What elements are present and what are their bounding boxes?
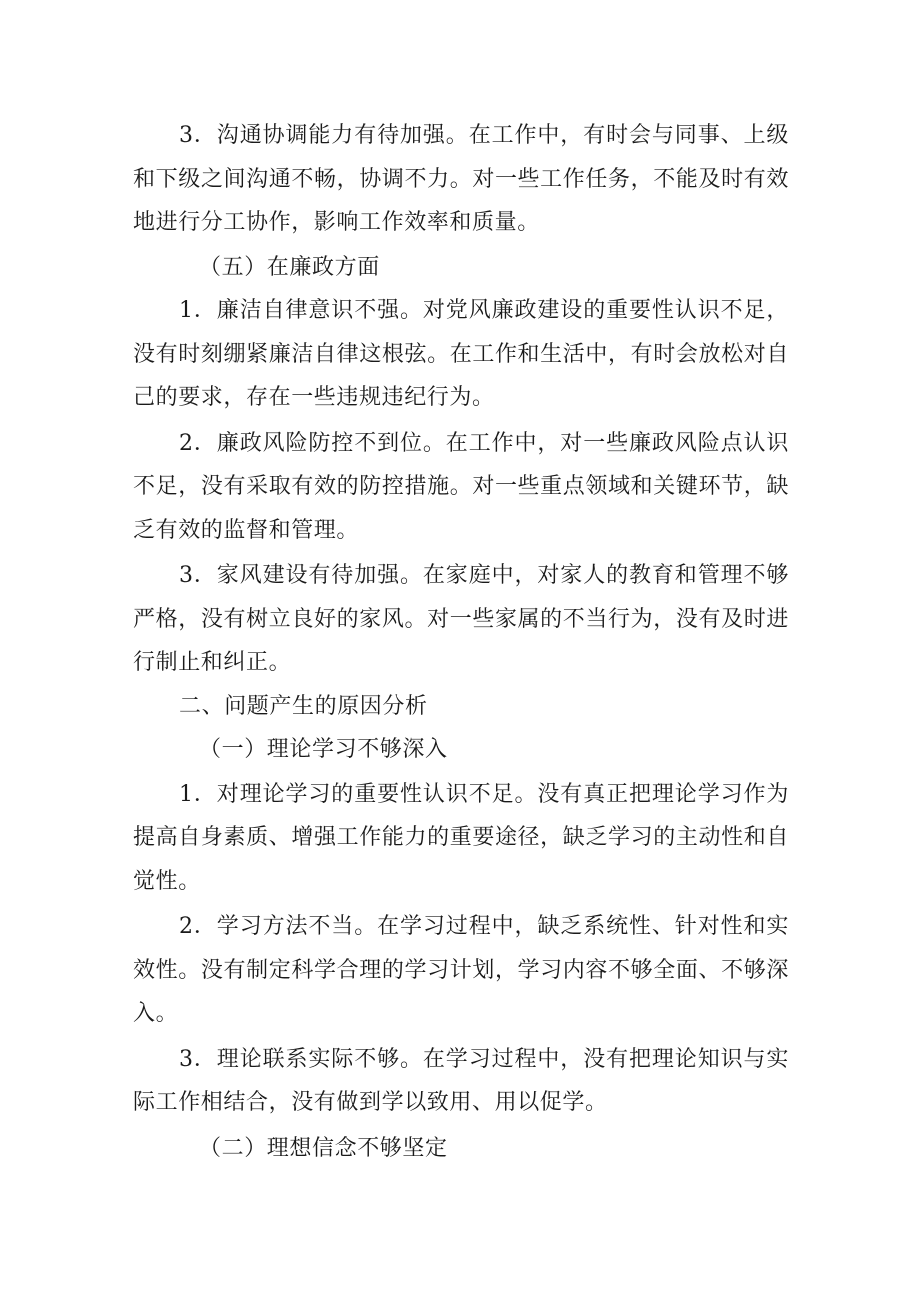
paragraph-family-style: 3．家风建设有待加强。在家庭中，对家人的教育和管理不够严格，没有树立良好的家风。对一些家属的不当行为，没有及时进行制止和纠正。 xyxy=(133,563,789,675)
section-heading-ideals: （二）理想信念不够坚定 xyxy=(199,1135,448,1161)
paragraph-study-method: 2．学习方法不当。在学习过程中，缺乏系统性、针对性和实效性。没有制定科学合理的学习计划，学习内容不够全面、不够深入。 xyxy=(133,914,789,1026)
chapter-heading-causes: 二、问题产生的原因分析 xyxy=(179,693,428,719)
paragraph-communication: 3．沟通协调能力有待加强。在工作中，有时会与同事、上级和下级之间沟通不畅，协调不力。对一些工作任务，不能及时有效地进行分工协作，影响工作效率和质量。 xyxy=(133,123,789,235)
paragraph-self-discipline: 1．廉洁自律意识不强。对党风廉政建设的重要性认识不足，没有时刻绷紧廉洁自律这根弦。在工作和生活中，有时会放松对自己的要求，存在一些违规违纪行为。 xyxy=(133,298,789,410)
paragraph-theory-practice: 3．理论联系实际不够。在学习过程中，没有把理论知识与实际工作相结合，没有做到学以致用、用以促学。 xyxy=(133,1046,789,1115)
section-heading-integrity: （五）在廉政方面 xyxy=(199,254,380,280)
document-page xyxy=(133,114,789,1170)
paragraph-study-awareness: 1．对理论学习的重要性认识不足。没有真正把理论学习作为提高自身素质、增强工作能力的重要途径，缺乏学习的主动性和自觉性。 xyxy=(133,781,789,894)
paragraph-risk-control: 2．廉政风险防控不到位。在工作中，对一些廉政风险点认识不足，没有采取有效的防控措施。对一些重点领域和关键环节，缺乏有效的监督和管理。 xyxy=(133,430,789,543)
section-heading-theory-study: （一）理论学习不够深入 xyxy=(199,737,448,762)
